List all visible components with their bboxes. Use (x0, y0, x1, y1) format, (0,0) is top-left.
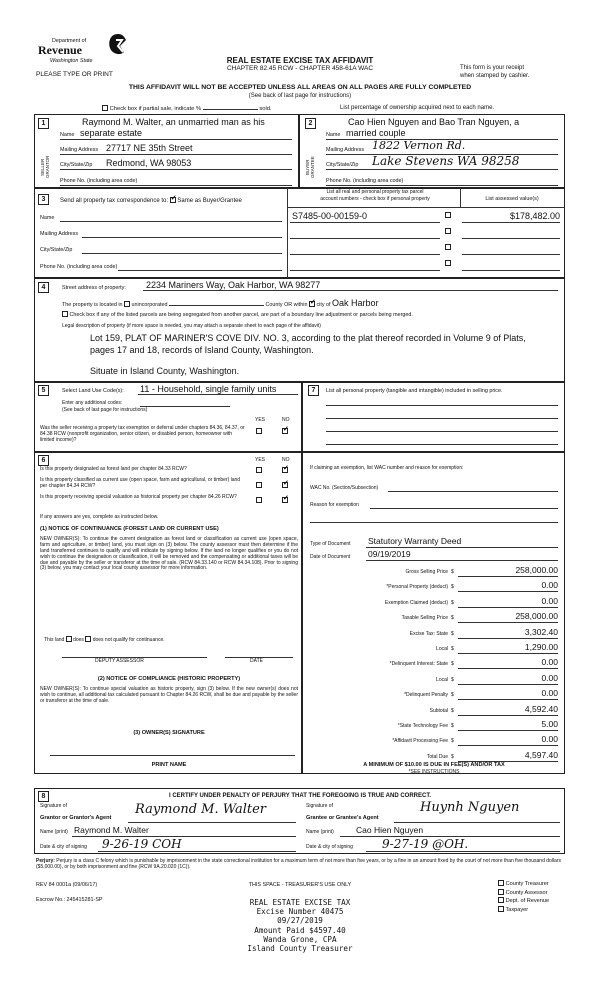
located-row (62, 298, 379, 308)
see-back-note: (See back of last page for instructions) (248, 93, 352, 99)
stamp-line: Wanda Grone, CPA (263, 934, 337, 944)
buyer-city[interactable]: Lake Stevens WA 98258 (372, 154, 520, 168)
sec6-q1-yes[interactable] (256, 467, 262, 475)
see-instructions: *SEE INSTRUCTIONS (408, 769, 460, 775)
calc-label: Local (436, 646, 448, 652)
copy-item: Taxpayer (498, 906, 549, 915)
stamp-line: Island County Treasurer (247, 944, 353, 954)
located-label: The property is located in (62, 302, 123, 308)
section-3-number: 3 (38, 194, 49, 205)
buyer-addr[interactable]: 1822 Vernon Rd. (372, 139, 466, 152)
exemption-reason-label: Reason for exemption (310, 502, 359, 508)
calc-label: *Delinquent Interest: State (389, 661, 448, 668)
grantee-signature[interactable]: Huynh Nguyen (420, 800, 520, 815)
legal-line3[interactable]: Situate in Island County, Washington. (90, 366, 240, 376)
calc-value[interactable]: 0.00 (541, 595, 558, 606)
sec5-yes-header: YES (255, 417, 266, 423)
historic-title: (2) NOTICE OF COMPLIANCE (HISTORIC PROPERTY) (97, 676, 241, 682)
personal-property-label: List all personal property (tangible and intangible) included in selling price. (326, 388, 503, 394)
does-label: does (73, 637, 84, 643)
partial-sale-label: Check box if partial sale, indicate % (109, 106, 202, 112)
seller-name-line1[interactable]: Raymond M. Walter, an unmarried man as his (82, 117, 265, 127)
grantee-agent-label: Grantee or Grantee's Agent (306, 815, 379, 821)
doc-type-label: Type of Document (310, 541, 351, 547)
calc-value[interactable]: 4,597.40 (524, 749, 558, 760)
segregated-row (62, 311, 413, 318)
exemption-label: If claiming an exemption, list WAC number and reason for exemption: (310, 465, 464, 471)
land-use-label: Select Land Use Code(s): (62, 388, 124, 394)
section-6-number: 6 (38, 455, 49, 466)
calc-label: Local (436, 676, 448, 683)
calc-dollar-sign: $ (451, 707, 454, 714)
form-revision: REV 84 0001a (09/06/17) (36, 882, 98, 888)
sec6-question-3: Is this property receiving special valuation as historical property per chapter 84.26 RCW? (40, 494, 237, 500)
seller-city[interactable]: Redmond, WA 98053 (106, 158, 192, 168)
calc-value[interactable]: 258,000.00 (515, 611, 558, 622)
sec3-name-label: Name (40, 215, 55, 221)
sec6-q1-no[interactable] (282, 467, 288, 475)
segregated-label: Check box if any of the listed parcels are being segregated from another parcel, are part of a boundary line adjustment or parcels being merged. (69, 312, 413, 318)
buyer-addr-label: Mailing Address (326, 147, 365, 153)
form-chapter: CHAPTER 82.45 RCW - CHAPTER 458-61A WAC (226, 65, 374, 72)
calc-value[interactable]: 0.00 (541, 688, 558, 699)
list-percentage-note: List percentage of ownership acquired next to each name. (340, 105, 495, 111)
treasurer-only-label: THIS SPACE - TREASURER'S USE ONLY (248, 882, 352, 888)
buyer-phone-label: Phone No. (including area code) (326, 178, 404, 184)
please-type: PLEASE TYPE OR PRINT (36, 71, 113, 78)
calc-dollar-sign: $ (451, 738, 454, 745)
grantor-date-city[interactable]: 9-26-19 COH (102, 837, 182, 851)
sec5-no-header: NO (282, 417, 290, 423)
city-of-checkbox[interactable] (309, 301, 315, 307)
sec6-q3-no[interactable] (282, 497, 288, 505)
seller-addr-label: Mailing Address (60, 147, 99, 153)
grantor-sig-of: Signature of (40, 803, 67, 809)
sec6-question-1: Is this property designated as forest land per chapter 84.33 RCW? (40, 466, 187, 472)
grantee-date-label: Date & city of signing (306, 844, 353, 850)
historic-text: NEW OWNER(S): To continue special valuation as historic property, sign (3) below. If the new owner(s) does not wish to continue, all additional tax calculated pursuant to Chapter 84.26 RCW, shall be due and payable by the seller or transferor at the time of sale. (40, 686, 298, 704)
street-label: Street address of property: (62, 285, 126, 291)
section-8-number: 8 (38, 791, 49, 802)
calc-value[interactable]: 5.00 (541, 719, 558, 729)
section-7-number: 7 (308, 385, 319, 396)
receipt-line1: This form is your receipt (460, 65, 525, 71)
certify-statement: I CERTIFY UNDER PENALTY OF PERJURY THAT THE FOREGOING IS TRUE AND CORRECT. (168, 793, 432, 799)
calc-dollar-sign: $ (451, 723, 454, 729)
calc-label: *Delinquent Penalty (404, 692, 448, 699)
wac-label: WAC No. (Section/Subsection) (310, 485, 379, 491)
dept-line2: Revenue (38, 43, 82, 57)
sec6-yes-header: YES (255, 457, 266, 463)
calc-dollar-sign: $ (451, 692, 454, 699)
calc-value[interactable]: 0.00 (541, 580, 558, 591)
calc-dollar-sign: $ (451, 584, 454, 591)
stamp-line: Excise Number 40475 (256, 907, 344, 917)
stamp-line: 09/27/2019 (277, 916, 323, 926)
legal-line2[interactable]: pages 17 and 18, records of Island County, Washington. (90, 345, 314, 355)
doc-date-label: Date of Document (310, 554, 351, 560)
unincorporated-checkbox[interactable] (124, 301, 130, 307)
sec5-no-checkbox[interactable] (282, 428, 288, 436)
property-city[interactable]: Oak Harbor (332, 298, 379, 308)
dept-line3: Washington State (50, 58, 93, 64)
section-2-number: 2 (305, 118, 316, 129)
doc-type[interactable]: Statutory Warranty Deed (368, 536, 462, 546)
grantee-sig-of: Signature of (306, 803, 333, 809)
legal-line1[interactable]: Lot 159, PLAT OF MARINER'S COVE DIV. NO. 3, according to the plat thereof recorded in Volume 9 of Plats, (90, 333, 526, 343)
calc-label: Subtotal (429, 707, 448, 714)
dor-logo-icon (106, 32, 130, 58)
does-checkbox[interactable] (66, 636, 72, 642)
dept-line1: Department of (52, 38, 87, 44)
stamp-line: REAL ESTATE EXCISE TAX (249, 898, 351, 907)
calc-value[interactable]: 4,592.40 (524, 703, 558, 714)
calc-dollar-sign: $ (451, 676, 454, 683)
buyer-name-line1[interactable]: Cao Hien Nguyen and Bao Tran Nguyen, a (348, 117, 520, 127)
sec5-question: Was the seller receiving a property tax exemption or deferral under chapters 84.36, 84.37, or 84.38 RCW (nonprofit organization, senior citizen, or disabled person, homeowner with limited income)? (40, 425, 245, 443)
section-1-number: 1 (38, 118, 49, 129)
same-as-buyer-label: Same as Buyer/Grantee (177, 198, 242, 204)
escrow-number: Escrow No.: 245415281-SP (36, 897, 103, 903)
acceptance-notice: THIS AFFIDAVIT WILL NOT BE ACCEPTED UNLESS ALL AREAS ON ALL PAGES ARE FULLY COMPLETED (128, 84, 472, 91)
sec3-city-label: City/State/Zip (40, 247, 73, 253)
grantor-agent-label: Grantor or Grantor's Agent (40, 815, 112, 821)
sec5-see-back: (See back of last page for instructions) (62, 407, 148, 413)
segregated-checkbox[interactable] (62, 311, 68, 317)
grantor-name[interactable]: Raymond M. Walter (74, 825, 149, 835)
calc-dollar-sign: $ (451, 753, 454, 760)
calc-dollar-sign: $ (451, 646, 454, 652)
partial-sale-checkbox[interactable] (102, 105, 108, 111)
calc-label: Exemption Claimed (deduct) (384, 599, 448, 606)
qualify-row (44, 636, 165, 644)
does-not-checkbox[interactable] (85, 636, 91, 642)
copy-item: County Assessor (498, 889, 549, 898)
sec6-q2-no[interactable] (282, 482, 288, 490)
seller-phone-label: Phone No. (including area code) (60, 178, 138, 184)
grantor-name-label: Name (print) (40, 829, 68, 835)
parcel-header-line1: List all real and personal property tax parcel (326, 189, 424, 195)
sec6-q3-yes[interactable] (256, 497, 262, 505)
calc-label: *Affidavit Processing Fee (392, 738, 448, 745)
calc-dollar-sign: $ (451, 630, 454, 637)
parcel-number[interactable]: S7485-00-00159-0 (292, 211, 368, 221)
grantee-date-city[interactable]: 9-27-19 @OH. (382, 837, 469, 851)
copy-item: Dept. of Revenue (498, 897, 549, 906)
calc-label: Taxable Selling Price (401, 615, 448, 622)
calc-dollar-sign: $ (451, 599, 454, 606)
unincorporated-label: unincorporated (131, 302, 168, 308)
city-of-label: city of (316, 302, 331, 308)
perjury-notice (36, 858, 564, 871)
parcel-personal-checkbox-1[interactable] (445, 212, 451, 220)
calc-value[interactable]: 1,290.00 (524, 642, 558, 652)
sec3-mailing-label: Mailing Address (40, 231, 79, 237)
calc-dollar-sign: $ (451, 569, 454, 575)
continuance-text: NEW OWNER(S): To continue the current designation as forest land or classification as current use (open space, farm and agriculture, or timber) land, you must sign on (3) below. The county assessor must then determine if the land transferred continues to qualify and will indicate by signing below. If the land no longer qualifies or you do not wish to continue the designation or classification, it will be removed and the compensating or additional taxes will be due and payable by the seller or transferor at the time of sale. (RCW 84.33.140 or RCW 84.34.108). Prior to signing (3) below, you may contact your local county assessor for more information. (40, 536, 298, 572)
copy-item: County Treasurer (498, 880, 549, 889)
calc-dollar-sign: $ (451, 615, 454, 622)
buyer-name-label: Name (326, 132, 341, 138)
copy-distribution (498, 880, 549, 914)
stamp-line: Amount Paid $4597.40 (254, 925, 346, 935)
calc-value[interactable]: 0.00 (541, 672, 558, 683)
perjury-label: Perjury: (36, 858, 55, 864)
seller-city-label: City/State/Zip (60, 162, 93, 168)
buyer-city-label: City/State/Zip (326, 162, 359, 168)
parcel-personal-checkbox-2[interactable] (445, 228, 451, 236)
calc-dollar-sign: $ (451, 661, 454, 668)
section-5-number: 5 (38, 385, 49, 396)
calc-label: Gross Selling Price (405, 569, 448, 575)
perjury-text: Perjury is a class C felony which is punishable by imprisonment in the state correctional institution for a maximum term of not more than five years, or by a fine in an amount fixed by the court of not more than five thousand dollars ($5,000.00), or by both imprisonment and fine (RCW 9A.20.020 (1C)). (36, 858, 561, 871)
minimum-due: A MINIMUM OF $10.00 IS DUE IN FEE(S) AND/OR TAX (363, 762, 505, 768)
sec6-if-yes: If any answers are yes, complete as instructed below. (40, 514, 159, 520)
sec6-q2-yes[interactable] (256, 482, 262, 490)
seller-side-label: SELLER GRANTOR (40, 155, 51, 179)
owner-signature-label: (3) OWNER(S) SIGNATURE (133, 730, 205, 736)
calc-label: *Personal Property (deduct) (386, 584, 448, 591)
partial-sale-sold: sold. (259, 106, 272, 112)
assessed-value[interactable]: $178,482.00 (509, 211, 560, 221)
seller-name-line2[interactable]: separate estate (80, 128, 143, 138)
grantee-name-label: Name (print) (306, 829, 334, 835)
send-correspondence-row (60, 197, 242, 205)
treasurer-stamp (230, 898, 370, 953)
grantee-name[interactable]: Cao Hien Nguyen (356, 825, 424, 835)
grantor-signature[interactable]: Raymond M. Walter (135, 802, 267, 817)
calc-value[interactable]: 0.00 (541, 734, 558, 745)
sec6-question-2: Is this property classified as current use (open space, farm and agricultural, or timber) land per chapter 84.34 RCW? (40, 477, 241, 489)
land-use-code[interactable]: 11 - Household, single family units (140, 384, 277, 394)
assessed-header: List assessed value(s) (485, 196, 539, 202)
legal-description-label: Legal description of property (if more space is needed, you may attach a separate sheet to each page of the affidavit) (62, 323, 321, 329)
buyer-side-label: BUYER GRANTEE (305, 156, 316, 178)
calc-value[interactable]: 3,302.40 (524, 626, 558, 637)
continuance-title: (1) NOTICE OF CONTINUANCE (FOREST LAND OR CURRENT USE) (40, 526, 219, 532)
property-street[interactable]: 2234 Mariners Way, Oak Harbor, WA 98277 (146, 280, 321, 290)
form-title: REAL ESTATE EXCISE TAX AFFIDAVIT (226, 56, 374, 65)
receipt-line2: when stamped by cashier. (460, 73, 530, 79)
calc-label: Excise Tax: State (409, 630, 448, 637)
calc-label: *State Technology Fee (397, 723, 448, 729)
parcel-personal-checkbox-3[interactable] (445, 244, 451, 252)
additional-codes-label: Enter any additional codes: (62, 400, 123, 406)
sec6-no-header: NO (282, 457, 290, 463)
this-land-label: This land (44, 637, 65, 643)
deputy-assessor-label: DEPUTY ASSESSOR (95, 658, 144, 664)
deputy-date-label: DATE (250, 658, 263, 664)
section-4-number: 4 (38, 282, 49, 293)
does-not-label: does not qualify for continuance. (92, 637, 165, 643)
partial-sale-row (102, 105, 272, 113)
grantor-date-label: Date & city of signing (40, 844, 87, 850)
doc-date[interactable]: 09/19/2019 (368, 549, 411, 559)
sec5-yes-checkbox[interactable] (256, 428, 262, 436)
seller-addr[interactable]: 27717 NE 35th Street (106, 143, 193, 153)
calc-value[interactable]: 258,000.00 (515, 565, 558, 575)
print-name-label: PRINT NAME (151, 762, 187, 768)
county-or-label: County OR within (265, 302, 308, 308)
buyer-name-line2[interactable]: married couple (346, 128, 406, 138)
sec3-phone-label: Phone No. (including area code) (40, 264, 118, 270)
parcel-header-line2: account numbers - check box if personal property (320, 196, 430, 202)
calc-label: Total Due (426, 753, 448, 760)
send-correspondence-label: Send all property tax correspondence to: (60, 198, 169, 204)
same-as-buyer-checkbox[interactable] (170, 197, 176, 203)
seller-name-label: Name (60, 132, 75, 138)
calc-value[interactable]: 0.00 (541, 657, 558, 668)
parcel-personal-checkbox-4[interactable] (445, 260, 451, 268)
